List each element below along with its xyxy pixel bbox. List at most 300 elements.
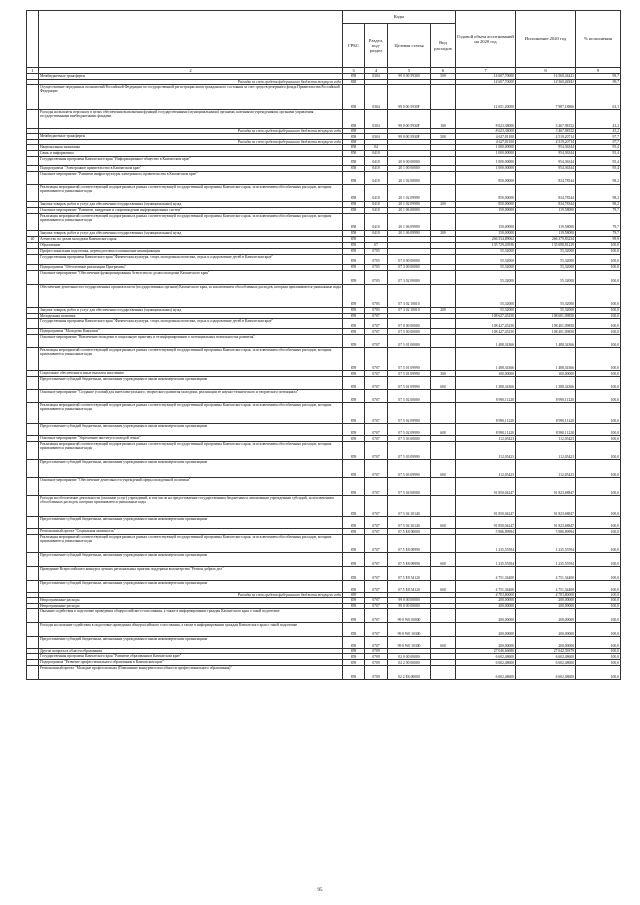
execution-percent: 79,7 [576, 213, 621, 230]
annual-amount: 4 627,81100 [456, 140, 516, 145]
target-article-code: 20 1 06 09990 [388, 213, 431, 230]
executed-amount: 91 823,68847 [516, 516, 576, 528]
target-article-code: 07 5 04 00000 [388, 477, 431, 495]
target-article-code: 07 5 E8 09990 [388, 552, 431, 566]
expense-type-code [431, 566, 456, 580]
executed-amount: 4 751,34400 [516, 566, 576, 580]
expense-name: Межбюджетные трансферты [39, 74, 343, 79]
expense-name: Предоставление субсидий бюджетным, автономным учреждениям и иным некоммерческим организациям [39, 459, 343, 477]
execution-percent: 95,4 [576, 145, 621, 150]
execution-percent: 99,7 [576, 74, 621, 79]
column-number: 8 [516, 68, 576, 74]
section-code: 0707 [365, 495, 388, 516]
section-code: 0707 [365, 334, 388, 347]
annual-amount: 850,00000 [456, 201, 516, 207]
section-code: 0707 [365, 376, 388, 389]
executed-amount: 55,32000 [516, 307, 576, 313]
target-article-code: 07 5 04 10140 [388, 495, 431, 516]
section-code: 0410 [365, 156, 388, 165]
section-code: 0410 [365, 150, 388, 156]
section-code: 0705 [365, 254, 388, 264]
executed-amount: 834,78344 [516, 201, 576, 207]
expense-type-code [431, 254, 456, 264]
table-row [27, 334, 621, 347]
expense-name: Подпрограмма "Развитие профессионального образования в Камчатском крае" [39, 660, 343, 666]
expense-name: Предоставление субсидий бюджетным, автономным учреждениям и иным некоммерческим организациям [39, 376, 343, 389]
section-code: 04 [365, 145, 388, 150]
annual-amount: 6 602,48600 [456, 666, 516, 680]
expense-type-code [431, 534, 456, 552]
expense-name: Расходы на обеспечение деятельности (оказание услуг) учреждений, в том числе на предоставление государственным бюджетным и автономным учреждениям субсидий, за исключением обособленных расходов, которым присваиваются уникальные коды [39, 495, 343, 516]
execution-percent: 100,0 [576, 376, 621, 389]
annual-amount: 200,00000 [456, 622, 516, 636]
section-code: 0707 [365, 423, 388, 435]
target-article-code: 02 2 E6 00000 [388, 666, 431, 680]
executed-amount: 3 467,98152 [516, 109, 576, 128]
annual-amount: 55,32000 [456, 248, 516, 254]
expense-type-code: 500 [431, 134, 456, 140]
grbs-code: 858 [343, 184, 365, 201]
annual-amount: 266 534,89062 [456, 236, 516, 242]
annual-amount: 4 627,81100 [456, 134, 516, 140]
annual-amount: 200,00000 [456, 603, 516, 608]
expense-type-code [431, 402, 456, 423]
expense-type-code [431, 666, 456, 680]
expense-name: Предоставление субсидий бюджетным, автономным учреждениям и иным некоммерческим организациям [39, 580, 343, 592]
column-number: 1 [27, 68, 39, 74]
grbs-code: 859 [343, 423, 365, 435]
section-code: 0705 [365, 284, 388, 307]
expense-type-code: 600 [431, 376, 456, 389]
execution-percent: 100,0 [576, 528, 621, 534]
executed-amount: 1 488,34366 [516, 347, 576, 370]
annual-amount: 108 627,45250 [456, 313, 516, 318]
section-code: 0410 [365, 207, 388, 213]
expense-name: Реализация мероприятий соответствующей подпрограммы в рамках соответствующей государственной программы Камчатского края, за исключением обособленных расходов, которым присваиваются уникальные коды [39, 213, 343, 230]
section-code: 0707 [365, 622, 388, 636]
row-number [27, 423, 39, 435]
target-article-code: 20 1 02 09990 [388, 201, 431, 207]
budget-table-sheet [26, 10, 620, 680]
target-article-code: 99 0 00 5930F [388, 84, 431, 109]
target-article-code: 99 0 00 00000 [388, 603, 431, 608]
grbs-code: 859 [343, 516, 365, 528]
row-number [27, 156, 39, 165]
execution-percent: 99,9 [576, 236, 621, 242]
executed-amount: 6 602,48600 [516, 654, 576, 660]
grbs-code: 859 [343, 347, 365, 370]
execution-percent: 100,0 [576, 313, 621, 318]
execution-percent: 100,0 [576, 603, 621, 608]
table-row [27, 156, 621, 165]
table-row [27, 441, 621, 459]
row-number [27, 284, 39, 307]
executed-amount: 8 990,11220 [516, 402, 576, 423]
executed-amount: 112,05423 [516, 441, 576, 459]
execution-percent: 100,0 [576, 459, 621, 477]
grbs-code: 858 [343, 109, 365, 128]
grbs-code: 859 [343, 435, 365, 441]
execution-percent: 100,0 [576, 248, 621, 254]
expense-name: Закупка товаров, работ и услуг для обеспечения государственных (муниципальных) нужд [39, 230, 343, 236]
execution-percent: 100,0 [576, 270, 621, 284]
grbs-code: 859 [343, 264, 365, 270]
execution-percent: 98,2 [576, 201, 621, 207]
grbs-code: 858 [343, 213, 365, 230]
annual-amount: 91 850,04247 [456, 477, 516, 495]
executed-amount: 8 990,11220 [516, 389, 576, 402]
execution-percent: 100,0 [576, 648, 621, 653]
executed-amount: 55,32000 [516, 254, 576, 264]
executed-amount: 200,00000 [516, 636, 576, 648]
section-code: 0709 [365, 648, 388, 653]
execution-percent: 100,0 [576, 622, 621, 636]
header-blank-no [27, 11, 39, 68]
execution-percent: 98,2 [576, 184, 621, 201]
grbs-code: 858 [343, 74, 365, 79]
grbs-code: 859 [343, 328, 365, 334]
execution-percent: 100,0 [576, 254, 621, 264]
row-number [27, 171, 39, 184]
grbs-code: 859 [343, 636, 365, 648]
annual-amount: 8 990,11220 [456, 389, 516, 402]
executed-amount: 4 703,80000 [516, 592, 576, 597]
execution-percent: 100,0 [576, 534, 621, 552]
expense-type-code: 300 [431, 370, 456, 376]
annual-amount: 135 729,43936 [456, 242, 516, 248]
grbs-code: 859 [343, 248, 365, 254]
expense-name: Основное мероприятие "Развитие, внедрение и сопровождение информационных систем" [39, 207, 343, 213]
execution-percent: 100,0 [576, 654, 621, 660]
target-article-code: 20 1 02 00000 [388, 171, 431, 184]
header-exp-type: Вид расходов [431, 24, 456, 68]
expense-type-code: 500 [431, 74, 456, 79]
expense-type-code: 100 [431, 109, 456, 128]
annual-amount: 1 235,55594 [456, 534, 516, 552]
executed-amount: 1 235,55594 [516, 534, 576, 552]
annual-amount: 6 602,48600 [456, 660, 516, 666]
section-code: 0707 [365, 477, 388, 495]
executed-amount: 6 602,48600 [516, 666, 576, 680]
grbs-code: 859 [343, 648, 365, 653]
expense-name: Реализация мероприятий соответствующей подпрограммы в рамках соответствующей государственной программы Камчатского края, за исключением обособленных расходов, которым присваиваются уникальные коды [39, 402, 343, 423]
grbs-code: 859 [343, 236, 365, 242]
execution-percent: 98,2 [576, 171, 621, 184]
expense-name: Другие вопросы в области образования [39, 648, 343, 653]
row-number [27, 459, 39, 477]
annual-amount: 8 990,11220 [456, 402, 516, 423]
target-article-code: 07 0 00 00000 [388, 318, 431, 328]
table-row [27, 495, 621, 516]
expense-name: Образование [39, 242, 343, 248]
target-article-code: 99 0 W0 00000 [388, 608, 431, 622]
grbs-code: 859 [343, 622, 365, 636]
section-code: 0707 [365, 347, 388, 370]
annual-amount: 850,00000 [456, 171, 516, 184]
table-body [27, 74, 621, 680]
annual-amount: 200,00000 [456, 608, 516, 622]
execution-percent: 43,2 [576, 109, 621, 128]
table-row [27, 389, 621, 402]
section-code: 0707 [365, 435, 388, 441]
execution-percent: 100,0 [576, 318, 621, 328]
execution-percent: 95,4 [576, 156, 621, 165]
execution-percent: 100,0 [576, 402, 621, 423]
section-code: 0707 [365, 441, 388, 459]
expense-type-code [431, 347, 456, 370]
section-code: 0707 [365, 566, 388, 580]
section-code: 0707 [365, 370, 388, 376]
annual-amount: 100,00000 [456, 370, 516, 376]
section-code: 0707 [365, 534, 388, 552]
grbs-code: 859 [343, 608, 365, 622]
expense-name: Социальное обеспечение и иные выплаты населению [39, 370, 343, 376]
section-code: 0304 [365, 84, 388, 109]
annual-amount: 14 607,70000 [456, 74, 516, 79]
executed-amount: 4 519,20714 [516, 140, 576, 145]
section-code: 0705 [365, 264, 388, 270]
target-article-code: 07 5 02 00000 [388, 389, 431, 402]
expense-name: Предоставление субсидий бюджетным, автономным учреждениям и иным некоммерческим организациям [39, 516, 343, 528]
grbs-code: 858 [343, 140, 365, 145]
grbs-code: 859 [343, 242, 365, 248]
target-article-code: 20 1 02 09990 [388, 184, 431, 201]
executed-amount: 200,00000 [516, 622, 576, 636]
annual-amount: 1 235,55594 [456, 552, 516, 566]
annual-amount: 1 000,00000 [456, 145, 516, 150]
executed-amount: 1 488,34366 [516, 334, 576, 347]
executed-amount: 1 235,55594 [516, 552, 576, 566]
grbs-code: 859 [343, 660, 365, 666]
grbs-code: 859 [343, 284, 365, 307]
target-article-code: 99 0 W0 10300 [388, 622, 431, 636]
executed-amount: 55,32000 [516, 248, 576, 254]
table-row [27, 580, 621, 592]
execution-percent: 100,0 [576, 580, 621, 592]
annual-amount: 200,00000 [456, 598, 516, 603]
executed-amount: 4 519,20714 [516, 134, 576, 140]
execution-percent: 100,0 [576, 264, 621, 270]
header-codes: Коды [343, 11, 456, 24]
target-article-code: 07 3 02 10010 [388, 284, 431, 307]
executed-amount: 108 401,09850 [516, 328, 576, 334]
grbs-code: 859 [343, 307, 365, 313]
target-article-code: 07 5 01 09990 [388, 370, 431, 376]
header-target: Целевая статья [388, 24, 431, 68]
execution-percent: 100,0 [576, 598, 621, 603]
expense-name: Реализация мероприятий соответствующей подпрограммы в рамках соответствующей государственной программы Камчатского края, за исключением обособленных расходов, которым присваиваются уникальные коды [39, 534, 343, 552]
budget-execution-table [26, 10, 621, 680]
section-code: 0410 [365, 201, 388, 207]
expense-name: Расходы за счет средств федерального бюджета текущего года [39, 128, 343, 133]
grbs-code: 859 [343, 402, 365, 423]
expense-name: Государственная программа Камчатского края "Физическая культура, спорт, молодежная политика, отдых и оздоровление детей в Камчатском крае" [39, 318, 343, 328]
annual-amount: 91 850,04247 [456, 495, 516, 516]
row-number [27, 402, 39, 423]
execution-percent: 100,0 [576, 370, 621, 376]
table-row [27, 622, 621, 636]
expense-type-code: 200 [431, 307, 456, 313]
expense-name: Связь и информатика [39, 150, 343, 156]
expense-name: Расходы на оказание содействия в подготовке проведения общероссийского голосования, а также в информировании граждан Камчатского края о такой подготовке [39, 622, 343, 636]
table-row [27, 376, 621, 389]
annual-amount: 108 427,45250 [456, 318, 516, 328]
annual-amount: 55,32000 [456, 270, 516, 284]
executed-amount: 4 751,34400 [516, 580, 576, 592]
target-article-code: 20 1 00 00000 [388, 165, 431, 171]
execution-percent: 63,1 [576, 84, 621, 109]
execution-percent: 97,7 [576, 134, 621, 140]
target-article-code: 07 5 03 09990 [388, 459, 431, 477]
table-row [27, 318, 621, 328]
section-code: 0707 [365, 459, 388, 477]
target-article-code: 07 5 01 09990 [388, 376, 431, 389]
execution-percent: 100,0 [576, 284, 621, 307]
executed-amount: 5 986,89994 [516, 528, 576, 534]
execution-percent: 97,7 [576, 140, 621, 145]
expense-name: Проведение Всероссийского конкурса лучших региональных практик поддержки волонтерства "Регион добрых дел" [39, 566, 343, 580]
row-number: 40 [27, 236, 39, 242]
section-code: 0304 [365, 109, 388, 128]
annual-amount: 1 488,34366 [456, 347, 516, 370]
annual-amount: 200,00000 [456, 636, 516, 648]
execution-percent: 100,0 [576, 334, 621, 347]
expense-name: Расходы за счет средств федерального бюджета текущего года [39, 592, 343, 597]
annual-amount: 150,00000 [456, 207, 516, 213]
grbs-code: 859 [343, 534, 365, 552]
target-article-code: 07 5 03 00000 [388, 435, 431, 441]
executed-amount: 55,32000 [516, 284, 576, 307]
grbs-code: 858 [343, 171, 365, 184]
row-number [27, 347, 39, 370]
section-code: 0707 [365, 636, 388, 648]
execution-percent: 79,7 [576, 207, 621, 213]
execution-percent: 100,0 [576, 307, 621, 313]
row-number [27, 389, 39, 402]
expense-type-code [431, 318, 456, 328]
table-row [27, 636, 621, 648]
annual-amount: 1 000,00000 [456, 156, 516, 165]
expense-name: Государственная программа Камчатского края "Развитие образования в Камчатском крае" [39, 654, 343, 660]
row-number [27, 84, 39, 109]
section-code: 0410 [365, 213, 388, 230]
section-code: 0709 [365, 660, 388, 666]
expense-type-code: 600 [431, 552, 456, 566]
target-article-code: 20 1 06 09990 [388, 230, 431, 236]
annual-amount: 27 046,66686 [456, 648, 516, 653]
grbs-code: 858 [343, 156, 365, 165]
grbs-code: 859 [343, 370, 365, 376]
annual-amount: 6 602,48600 [456, 654, 516, 660]
grbs-code: 858 [343, 84, 365, 109]
grbs-code: 859 [343, 528, 365, 534]
grbs-code: 858 [343, 207, 365, 213]
annual-amount: 150,00000 [456, 213, 516, 230]
column-number: 2 [39, 68, 343, 74]
target-article-code: 99 0 00 00000 [388, 598, 431, 603]
target-article-code: 07 5 03 09990 [388, 441, 431, 459]
annual-amount: 55,32000 [456, 264, 516, 270]
grbs-code: 859 [343, 552, 365, 566]
expense-type-code [431, 334, 456, 347]
expense-name: Расходы на выплаты персоналу в целях обеспечения выполнения функций государственными (муниципальными) органами, казенными учреждениями, органами управления государственными внебюджетными фондами [39, 109, 343, 128]
grbs-code: 859 [343, 666, 365, 680]
expense-type-code [431, 608, 456, 622]
expense-name: Закупка товаров, работ и услуг для обеспечения государственных (муниципальных) нужд [39, 201, 343, 207]
execution-percent: 100,0 [576, 666, 621, 680]
expense-name: Основное мероприятие "Создание условий для интеллектуального, творческого развития молодежи, реализации ее научно-технического и творческого потенциала" [39, 389, 343, 402]
executed-amount: 119,58000 [516, 213, 576, 230]
execution-percent: 100,0 [576, 328, 621, 334]
executed-amount: 55,32000 [516, 270, 576, 284]
page-number: 95 [317, 888, 323, 893]
annual-amount: 1 000,00000 [456, 150, 516, 156]
expense-name: Подпрограмма "Электронное правительство в Камчатском крае" [39, 165, 343, 171]
expense-name: Региональный проект "Социальная активность" [39, 528, 343, 534]
executed-amount: 14 560,44441 [516, 79, 576, 84]
grbs-code: 859 [343, 318, 365, 328]
row-number [27, 534, 39, 552]
expense-type-code [431, 270, 456, 284]
table-row [27, 270, 621, 284]
grbs-code: 859 [343, 313, 365, 318]
execution-percent: 100,0 [576, 435, 621, 441]
row-number [27, 516, 39, 528]
row-number [27, 566, 39, 580]
grbs-code: 858 [343, 150, 365, 156]
target-article-code: 07 5 00 00000 [388, 328, 431, 334]
executed-amount: 27 042,39379 [516, 648, 576, 653]
expense-name: Основное мероприятие "Развитие инфраструктуры электронного правительства в Камчатском крае" [39, 171, 343, 184]
section-code: 0707 [365, 528, 388, 534]
grbs-code: 858 [343, 79, 365, 84]
executed-amount: 135 698,81229 [516, 242, 576, 248]
grbs-code: 859 [343, 441, 365, 459]
expense-name: Предоставление субсидий бюджетным, автономным учреждениям и иным некоммерческим организациям [39, 423, 343, 435]
executed-amount: 91 823,68847 [516, 495, 576, 516]
target-article-code: 99 0 00 5930F [388, 109, 431, 128]
section-code: 0707 [365, 389, 388, 402]
grbs-code: 859 [343, 654, 365, 660]
expense-type-code [431, 156, 456, 165]
section-code: 0707 [365, 318, 388, 328]
expense-name: Межбюджетные трансферты [39, 134, 343, 140]
executed-amount: 6 602,48600 [516, 660, 576, 666]
grbs-code: 859 [343, 270, 365, 284]
target-article-code: 07 5 04 10140 [388, 516, 431, 528]
execution-percent: 95,4 [576, 165, 621, 171]
row-number [27, 270, 39, 284]
executed-amount: 108 401,09850 [516, 318, 576, 328]
target-article-code: 02 2 00 00000 [388, 660, 431, 666]
target-article-code: 20 0 00 00000 [388, 156, 431, 165]
target-article-code: 99 0 W0 10300 [388, 636, 431, 648]
section-code: 0707 [365, 603, 388, 608]
grbs-code: 859 [343, 459, 365, 477]
execution-percent: 95,4 [576, 150, 621, 156]
expense-type-code [431, 495, 456, 516]
section-code: 07 [365, 242, 388, 248]
section-code: 0705 [365, 270, 388, 284]
column-number: 6 [431, 68, 456, 74]
header-section: Раздел, под-раздел [365, 24, 388, 68]
execution-percent: 100,0 [576, 636, 621, 648]
expense-name: Национальная экономика [39, 145, 343, 150]
row-number [27, 213, 39, 230]
header-grbs: ГРБС [343, 24, 365, 68]
annual-amount: 8 023,38000 [456, 109, 516, 128]
annual-amount: 4 703,80000 [456, 592, 516, 597]
